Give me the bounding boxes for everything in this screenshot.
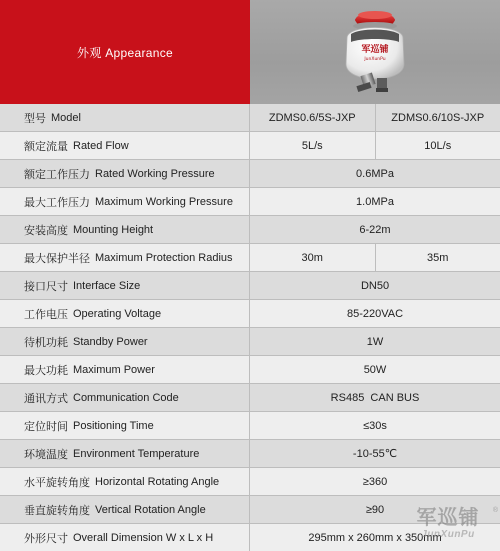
product-image-panel	[250, 0, 500, 104]
row-label-cn: 最大保护半径	[24, 252, 90, 265]
row-label-cn: 通讯方式	[24, 392, 68, 405]
row-label-cn: 工作电压	[24, 308, 68, 321]
row-label-en: Horizontal Rotating Angle	[95, 475, 220, 488]
row-label	[0, 328, 250, 355]
row-value: 1W	[366, 335, 384, 348]
table-row	[0, 104, 500, 132]
appearance-header	[0, 0, 500, 104]
row-label	[0, 104, 250, 131]
row-value: 85-220VAC	[346, 307, 404, 320]
row-label-en: Overall Dimension W x L x H	[73, 531, 214, 544]
row-label-en: Vertical Rotation Angle	[95, 503, 206, 516]
row-label	[0, 272, 250, 299]
table-row	[0, 272, 500, 300]
row-label-cn: 额定流量	[24, 140, 68, 153]
row-label-cn: 外形尺寸	[24, 532, 68, 545]
row-value: 10L/s	[424, 139, 452, 152]
row-value: -10-55℃	[352, 448, 398, 460]
table-row	[0, 468, 500, 496]
product-logo-cn: 军巡铺	[361, 45, 389, 55]
row-label-en: Positioning Time	[73, 419, 154, 432]
watermark-en: JunXunPu	[421, 529, 475, 540]
row-label-cn: 安装高度	[24, 224, 68, 237]
row-label-cn: 定位时间	[24, 420, 68, 433]
row-label-cn: 待机功耗	[24, 336, 68, 349]
row-value: 0.6MPa	[356, 167, 394, 180]
row-value: ≥360	[362, 475, 388, 488]
row-label-cn: 最大功耗	[24, 364, 68, 377]
row-label-en: Interface Size	[73, 279, 141, 292]
row-label-cn: 垂直旋转角度	[24, 504, 90, 517]
row-label-cn: 型号	[24, 112, 46, 125]
row-label-cn: 额定工作压力	[24, 168, 90, 181]
row-label-en: Standby Power	[73, 335, 148, 348]
row-value: ≤30s	[363, 419, 387, 432]
row-label-en: Environment Temperature	[73, 447, 200, 460]
row-value: RS485 CAN BUS	[330, 391, 420, 404]
table-row	[0, 132, 500, 160]
row-label	[0, 496, 250, 523]
row-value: 6-22m	[359, 223, 391, 236]
row-label	[0, 412, 250, 439]
row-values	[250, 244, 500, 271]
specification-table	[0, 104, 500, 551]
table-row	[0, 412, 500, 440]
row-label-cn: 最大工作压力	[24, 196, 90, 209]
row-label-cn: 接口尺寸	[24, 280, 68, 293]
row-values	[250, 132, 500, 159]
row-label-en: Maximum Power	[73, 363, 155, 376]
appearance-title-panel	[0, 0, 250, 104]
row-value: ZDMS0.6/10S-JXP	[391, 111, 485, 124]
row-label	[0, 468, 250, 495]
table-row	[0, 440, 500, 468]
row-value: 30m	[250, 244, 376, 271]
product-logo-en: JunXunPu	[364, 57, 386, 62]
row-label	[0, 216, 250, 243]
table-row	[0, 216, 500, 244]
row-value: 295mm x 260mm x 350mm	[308, 531, 442, 544]
row-label-en: Rated Working Pressure	[95, 167, 215, 180]
table-row	[0, 328, 500, 356]
row-label	[0, 160, 250, 187]
row-label-en: Communication Code	[73, 391, 179, 404]
brand-watermark	[400, 507, 496, 547]
row-label	[0, 300, 250, 327]
watermark-cn: 军巡铺	[416, 507, 480, 529]
row-label	[0, 440, 250, 467]
row-label-en: Operating Voltage	[73, 307, 162, 320]
row-label	[0, 356, 250, 383]
row-label-cn: 水平旋转角度	[24, 476, 90, 489]
row-value: 5L/s	[250, 132, 376, 159]
table-row	[0, 160, 500, 188]
table-row	[0, 188, 500, 216]
row-label	[0, 384, 250, 411]
table-row	[0, 300, 500, 328]
row-value: 50W	[363, 363, 387, 376]
row-label-cn: 环境温度	[24, 448, 68, 461]
row-label-en: Maximum Protection Radius	[95, 251, 233, 264]
table-row	[0, 244, 500, 272]
row-label-en: Maximum Working Pressure	[95, 195, 233, 208]
row-value: ZDMS0.6/5S-JXP	[250, 104, 376, 131]
registered-mark: ®	[492, 507, 498, 514]
row-label	[0, 188, 250, 215]
row-label	[0, 524, 250, 551]
row-value: ≥90	[365, 503, 385, 516]
table-row	[0, 384, 500, 412]
row-value: DN50	[360, 279, 390, 292]
row-value: 35m	[427, 251, 449, 264]
row-value: 1.0MPa	[356, 195, 394, 208]
row-label-en: Model	[51, 111, 81, 124]
fire-water-monitor-image	[250, 0, 500, 104]
row-values	[250, 104, 500, 131]
row-label	[0, 132, 250, 159]
row-label-en: Rated Flow	[73, 139, 129, 152]
row-label	[0, 244, 250, 271]
table-row	[0, 356, 500, 384]
appearance-title: 外观 Appearance	[77, 45, 173, 60]
row-label-en: Mounting Height	[73, 223, 154, 236]
